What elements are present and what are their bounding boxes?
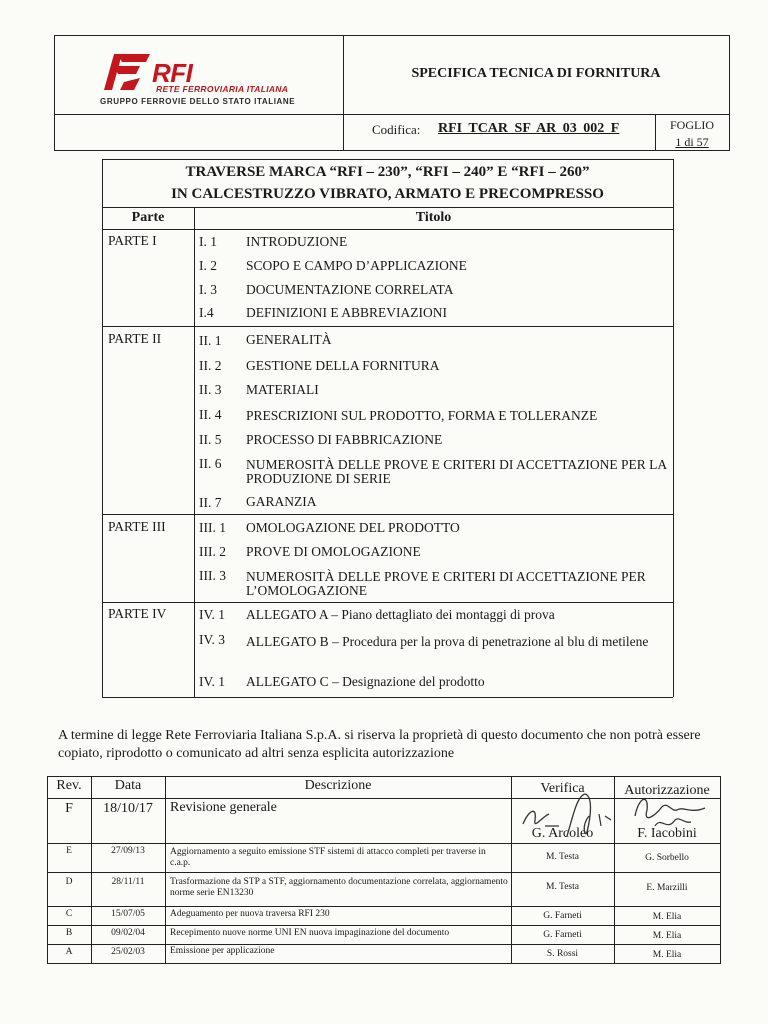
- rev-date: 15/07/05: [111, 909, 145, 919]
- section-title: NUMEROSITÀ DELLE PROVE E CRITERI DI ACCETTAZIONE PER L’OMOLOGAZIONE: [246, 569, 646, 598]
- section-title: ALLEGATO C – Designazione del prodotto: [246, 674, 485, 689]
- foglio-label: FOGLIO: [670, 118, 714, 132]
- col-header-date: Data: [114, 778, 142, 793]
- rfi-logo: [100, 50, 330, 110]
- section-title: PROVE DI OMOLOGAZIONE: [246, 544, 421, 559]
- rev-code: A: [65, 947, 73, 957]
- col-header-rev: Rev.: [56, 778, 82, 793]
- section-title: DEFINIZIONI E ABBREVIAZIONI: [246, 305, 447, 320]
- section-number: I.4: [199, 305, 214, 320]
- rev-description: Adeguamento per nuova traversa RFI 230: [170, 909, 330, 919]
- part-label: PARTE III: [108, 519, 166, 534]
- section-number: I. 1: [199, 234, 217, 249]
- col-header-title: Titolo: [415, 210, 452, 225]
- section-title: NUMEROSITÀ DELLE PROVE E CRITERI DI ACCETTAZIONE PER LA PRODUZIONE DI SERIE: [246, 457, 667, 486]
- rev-code: F: [65, 801, 73, 816]
- part-label: PARTE IV: [108, 606, 167, 621]
- section-number: II. 1: [199, 333, 222, 348]
- ownership-notice: A termine di legge Rete Ferroviaria Italiana S.p.A. si riserva la proprietà di questo documento che non potrà essere copiato, riprodotto o comunicato ad altri senza esplicita autorizzazione: [58, 728, 701, 761]
- foglio-value: 1 di 57: [675, 135, 709, 149]
- rev-authorized-by: M. Elia: [652, 931, 682, 941]
- section-title: SCOPO E CAMPO D’APPLICAZIONE: [246, 258, 467, 273]
- rev-verified-by: G. Farneti: [543, 930, 582, 940]
- section-title: GENERALITÀ: [246, 332, 332, 347]
- rev-code: C: [65, 909, 73, 919]
- document-type-title: SPECIFICA TECNICA DI FORNITURA: [411, 66, 661, 81]
- section-number: II. 3: [199, 382, 222, 397]
- rev-authorized-by: E. Marzilli: [646, 883, 688, 893]
- col-header-part: Parte: [131, 210, 165, 225]
- section-title: ALLEGATO A – Piano dettagliato dei montaggi di prova: [246, 607, 555, 622]
- section-number: I. 2: [199, 258, 217, 273]
- rev-description: Emissione per applicazione: [170, 946, 275, 956]
- section-title: PROCESSO DI FABBRICAZIONE: [246, 432, 443, 447]
- rev-description: Trasformazione da STP a STF, aggiornamento documentazione correlata, aggiornamento norme serie EN13230: [170, 877, 508, 898]
- section-title: OMOLOGAZIONE DEL PRODOTTO: [246, 520, 460, 535]
- section-title: GARANZIA: [246, 494, 317, 509]
- codifica-label: Codifica:: [372, 122, 421, 137]
- section-number: IV. 1: [199, 607, 226, 622]
- section-number: II. 5: [199, 432, 222, 447]
- section-number: IV. 3: [199, 632, 226, 647]
- rev-date: 28/11/11: [111, 877, 145, 887]
- part-label: PARTE I: [108, 233, 157, 248]
- rev-verified-by: M. Testa: [546, 852, 579, 862]
- handwritten-signatures: [515, 786, 725, 842]
- section-title: DOCUMENTAZIONE CORRELATA: [246, 282, 454, 297]
- rev-description: Aggiornamento a seguito emissione STF sistemi di attacco completi per traverse in c.a.p.: [170, 847, 486, 868]
- section-number: III. 1: [199, 520, 226, 535]
- part-label: PARTE II: [108, 331, 162, 346]
- section-title: MATERIALI: [246, 382, 319, 397]
- rev-date: 25/02/03: [111, 947, 145, 957]
- section-title: ALLEGATO B – Procedura per la prova di penetrazione al blu di metilene: [246, 634, 649, 649]
- rev-authorized-by: M. Elia: [652, 950, 682, 960]
- rev-description: Recepimento nuove norme UNI EN nuova impaginazione del documento: [170, 928, 450, 938]
- rev-description: Revisione generale: [170, 800, 277, 815]
- rev-date: 18/10/17: [103, 801, 153, 816]
- section-number: IV. 1: [199, 674, 226, 689]
- rev-authorized-by: M. Elia: [652, 912, 682, 922]
- rev-verified-by: G. Arcoleo: [531, 826, 594, 841]
- rev-authorized-by: F. Iacobini: [637, 826, 697, 841]
- index-title-line2: IN CALCESTRUZZO VIBRATO, ARMATO E PRECOMPRESSO: [171, 186, 604, 202]
- rev-authorized-by: G. Sorbello: [645, 853, 689, 863]
- col-header-authorization: Autorizzazione: [624, 783, 710, 798]
- section-number: II. 2: [199, 358, 222, 373]
- rev-code: D: [65, 877, 73, 887]
- rev-code: E: [66, 846, 72, 856]
- index-title-line1: TRAVERSE MARCA “RFI – 230”, “RFI – 240” E “RFI – 260”: [185, 164, 590, 180]
- col-header-verify: Verifica: [540, 781, 585, 796]
- logo-group: GRUPPO FERROVIE DELLO STATO ITALIANE: [100, 97, 296, 106]
- section-title: INTRODUZIONE: [246, 234, 348, 249]
- section-number: II. 7: [199, 495, 222, 510]
- logo-subtitle: RETE FERROVIARIA ITALIANA: [156, 84, 289, 94]
- rev-verified-by: S. Rossi: [546, 949, 579, 959]
- section-number: II. 4: [199, 407, 222, 422]
- rev-verified-by: G. Farneti: [543, 911, 582, 921]
- section-number: III. 2: [199, 544, 226, 559]
- section-title: PRESCRIZIONI SUL PRODOTTO, FORMA E TOLLERANZE: [246, 408, 598, 423]
- rev-date: 27/09/13: [111, 846, 145, 856]
- rev-verified-by: M. Testa: [546, 882, 579, 892]
- rev-date: 09/02/04: [111, 928, 145, 938]
- section-number: III. 3: [199, 568, 226, 583]
- col-header-description: Descrizione: [304, 778, 372, 793]
- rev-code: B: [65, 928, 73, 938]
- codifica-value: RFI TCAR SF AR 03 002 F: [438, 121, 620, 136]
- logo-brand: RFI: [152, 58, 193, 88]
- section-number: I. 3: [199, 282, 217, 297]
- section-number: II. 6: [199, 456, 222, 471]
- fs-logo-icon: [100, 50, 154, 92]
- section-title: GESTIONE DELLA FORNITURA: [246, 358, 440, 373]
